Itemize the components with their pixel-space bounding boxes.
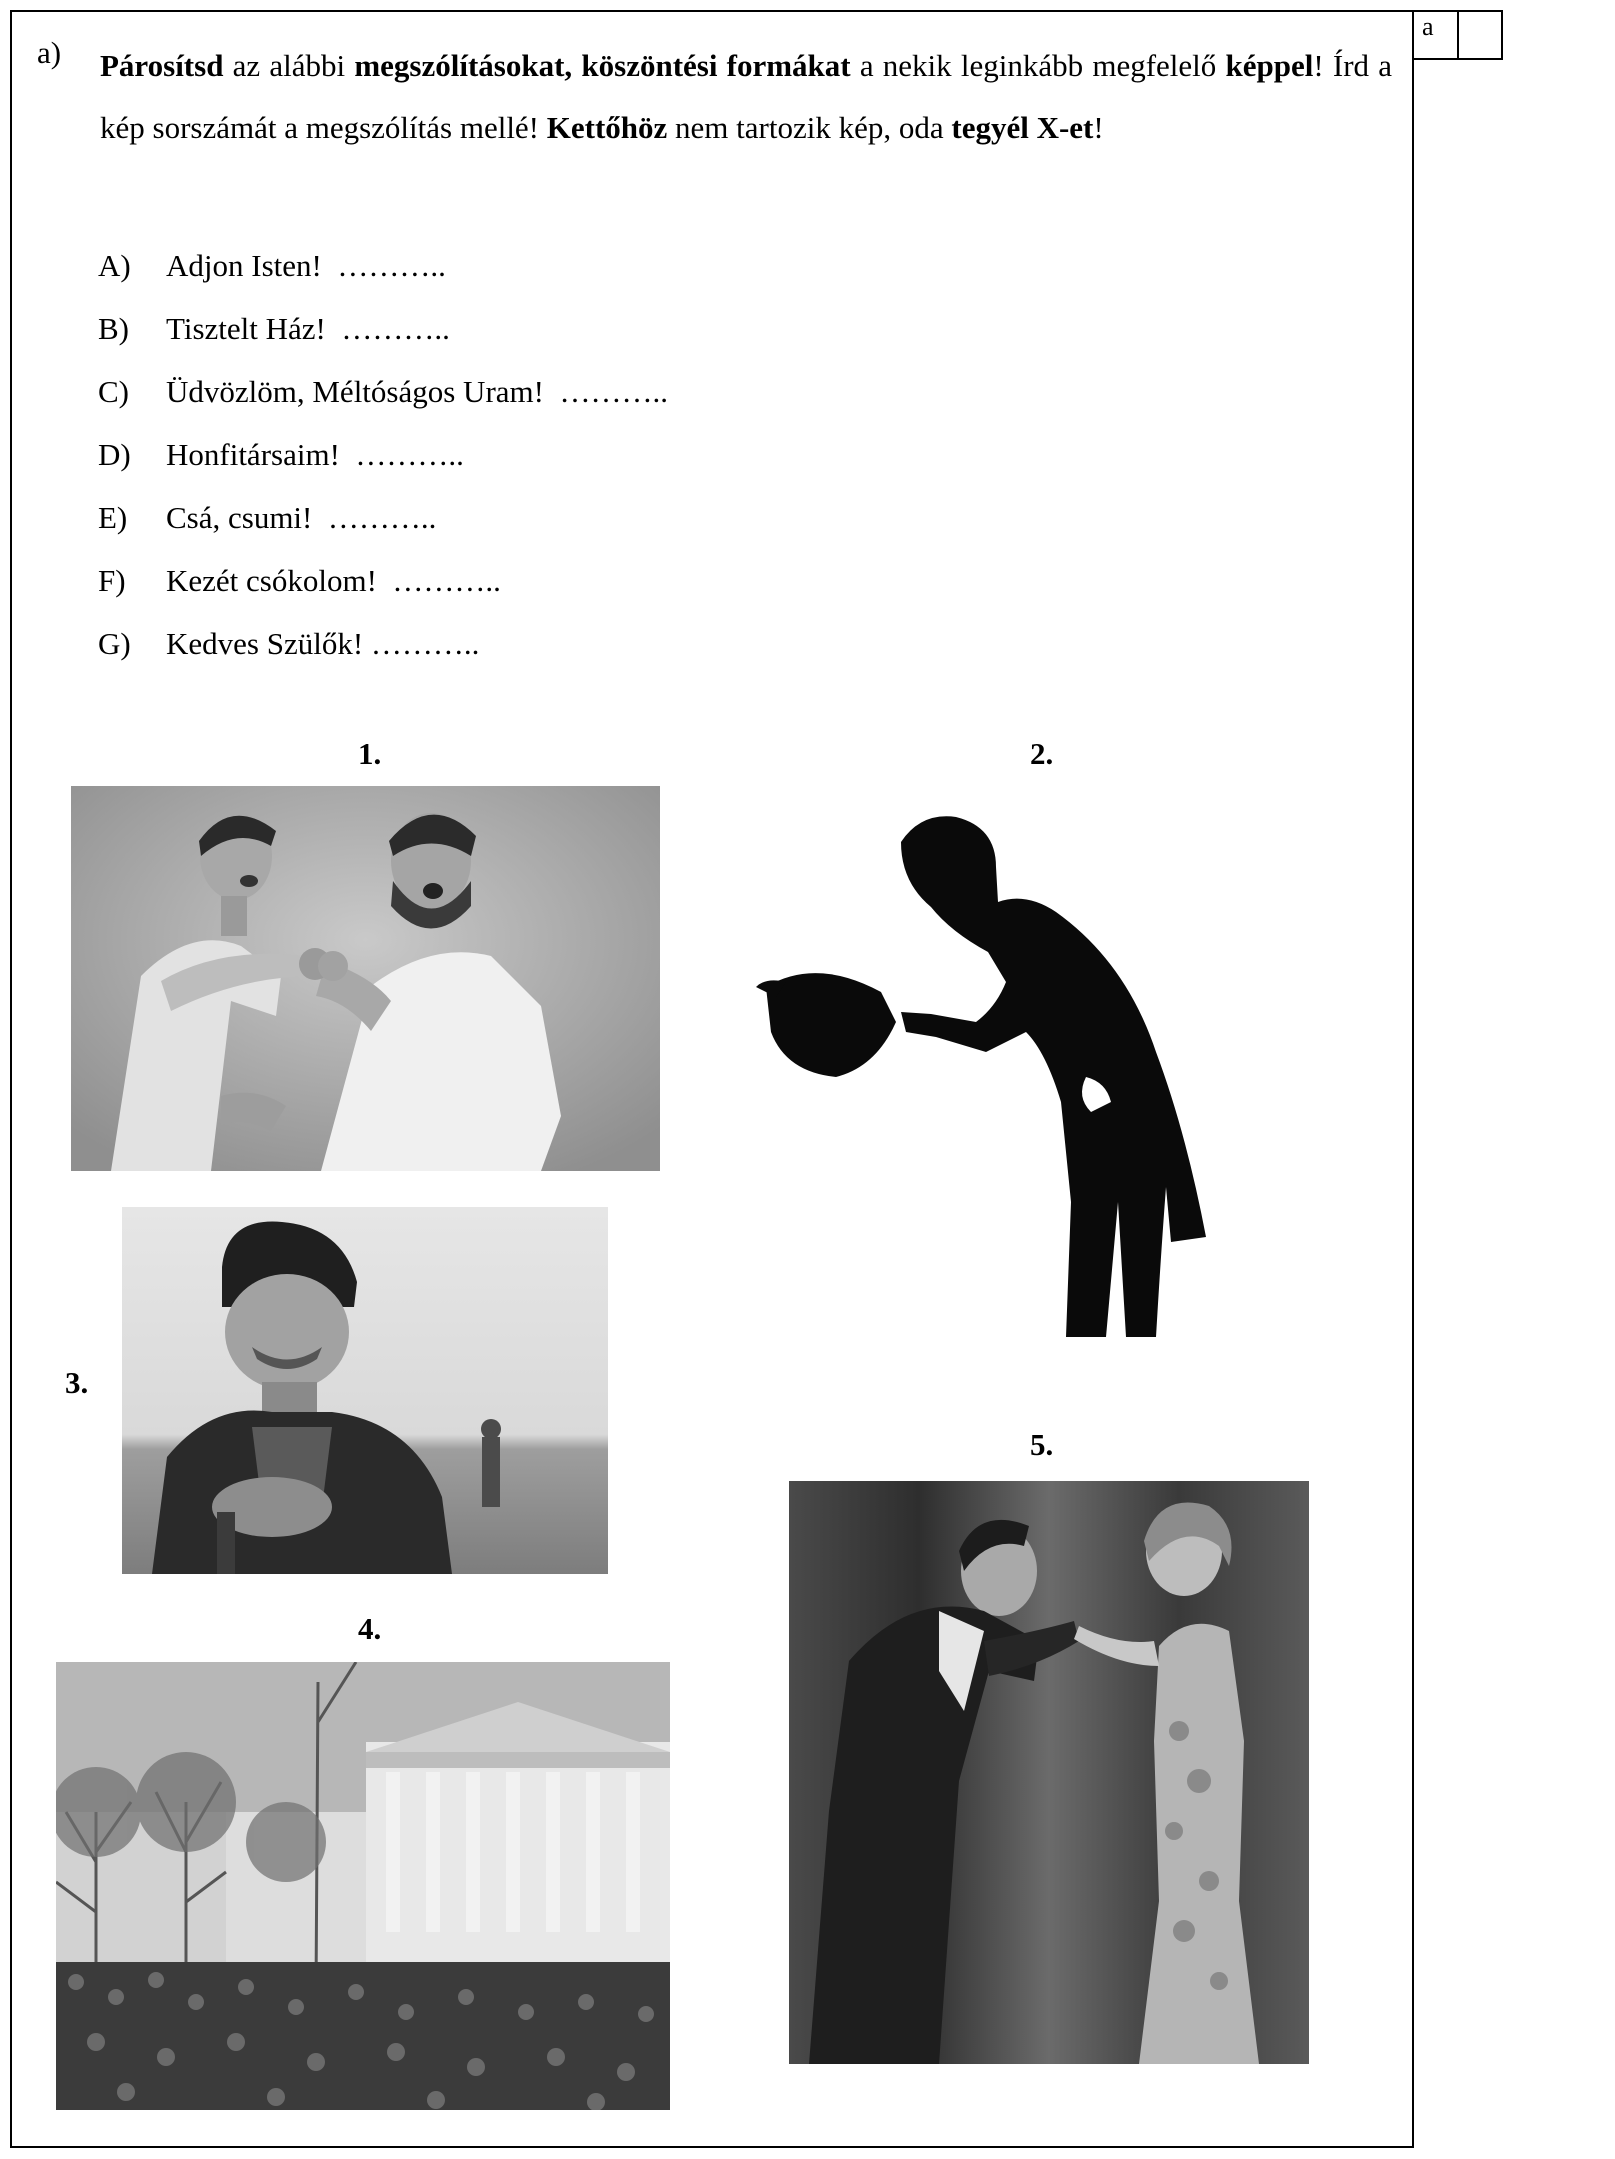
instruction-segment: az alábbi xyxy=(223,48,355,83)
item-letter: D) xyxy=(98,437,131,472)
greeting-list xyxy=(98,248,668,689)
score-field[interactable] xyxy=(1457,12,1502,58)
image-number-4: 4. xyxy=(358,1611,382,1646)
item-letter: E) xyxy=(98,500,128,535)
instruction-text xyxy=(100,35,1392,159)
answer-blank[interactable]: ……….. xyxy=(321,248,446,283)
bowing-silhouette-photo xyxy=(726,782,1354,1337)
instruction-segment: képpel xyxy=(1225,48,1314,83)
image-number-5: 5. xyxy=(1030,1427,1054,1462)
instruction-segment: Párosítsd xyxy=(100,48,224,83)
item-text: Kezét csókolom! xyxy=(166,563,377,598)
answer-blank[interactable]: ……….. xyxy=(363,626,480,661)
fist-bump-photo xyxy=(71,786,660,1171)
item-letter: C) xyxy=(98,374,129,409)
greeting-item xyxy=(98,311,668,374)
answer-blank[interactable]: ……….. xyxy=(325,311,450,346)
instruction-segment: a nekik leginkább megfelelő xyxy=(850,48,1226,83)
item-letter: A) xyxy=(98,248,131,283)
instruction-segment: megszólításokat, köszöntési formákat xyxy=(354,48,851,83)
answer-blank[interactable]: ……….. xyxy=(312,500,437,535)
item-text: Kedves Szülők! xyxy=(166,626,364,661)
greeting-item xyxy=(98,248,668,311)
instruction-segment: Kettőhöz xyxy=(546,110,668,145)
answer-blank[interactable]: ……….. xyxy=(339,437,464,472)
instruction-segment: tegyél X-et xyxy=(951,110,1094,145)
item-text: Csá, csumi! xyxy=(166,500,313,535)
greeting-item xyxy=(98,374,668,437)
instruction-segment: nem tartozik kép, oda xyxy=(667,110,952,145)
item-text: Tisztelt Ház! xyxy=(166,311,326,346)
item-text: Adjon Isten! xyxy=(166,248,322,283)
item-text: Üdvözlöm, Méltóságos Uram! xyxy=(166,374,544,409)
old-man-portrait-photo xyxy=(122,1207,608,1574)
image-number-1: 1. xyxy=(358,736,382,771)
crowd-at-museum-photo xyxy=(56,1662,670,2110)
greeting-item xyxy=(98,563,668,626)
instruction-segment: ! Írd a kép sorszámát a megszólítás mellé! xyxy=(100,48,1392,145)
item-letter: G) xyxy=(98,626,131,661)
score-label: a xyxy=(1422,12,1434,41)
question-number: a) xyxy=(37,35,62,70)
greeting-item xyxy=(98,500,668,563)
instruction-segment: ! xyxy=(1093,110,1104,145)
answer-blank[interactable]: ……….. xyxy=(376,563,501,598)
hand-kiss-photo xyxy=(789,1481,1309,2064)
item-letter: B) xyxy=(98,311,129,346)
answer-blank[interactable]: ……….. xyxy=(543,374,668,409)
item-text: Honfitársaim! xyxy=(166,437,340,472)
image-number-3: 3. xyxy=(65,1365,89,1400)
greeting-item xyxy=(98,437,668,500)
item-letter: F) xyxy=(98,563,126,598)
score-box xyxy=(1412,10,1503,60)
image-number-2: 2. xyxy=(1030,736,1054,771)
greeting-item xyxy=(98,626,668,689)
